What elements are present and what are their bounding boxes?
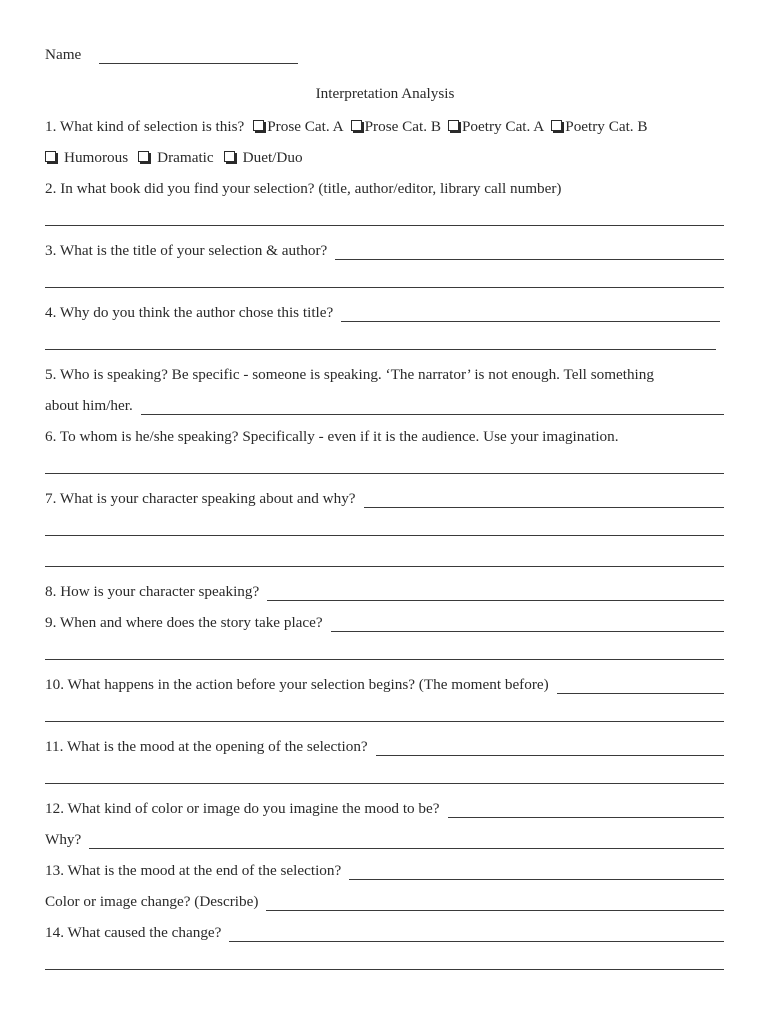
question-7-text: 7. What is your character speaking about and why? — [45, 490, 356, 507]
question-1-text: 1. What kind of selection is this? — [45, 118, 245, 135]
question-8 — [45, 579, 724, 601]
option-poetry-cat-b[interactable]: Poetry Cat. B — [551, 118, 647, 136]
question-9-text: 9. When and where does the story take place? — [45, 614, 323, 631]
option-poetry-cat-a[interactable]: Poetry Cat. A — [448, 118, 544, 136]
option-humorous[interactable]: Humorous — [45, 149, 128, 167]
checkbox-icon[interactable] — [45, 151, 56, 162]
question-13 — [45, 858, 724, 880]
answer-field[interactable] — [89, 833, 724, 849]
answer-field[interactable] — [335, 244, 724, 260]
answer-line[interactable] — [45, 349, 716, 350]
answer-field[interactable] — [267, 585, 724, 601]
answer-field[interactable] — [341, 306, 720, 322]
answer-field[interactable] — [557, 678, 724, 694]
option-prose-cat-a[interactable]: Prose Cat. A — [253, 118, 343, 136]
answer-line[interactable] — [45, 225, 724, 226]
question-14-text: 14. What caused the change? — [45, 924, 222, 941]
answer-field[interactable] — [376, 740, 724, 756]
checkbox-icon[interactable] — [253, 120, 264, 131]
question-5-cont — [45, 393, 724, 415]
question-6 — [45, 424, 724, 446]
question-11 — [45, 734, 724, 756]
option-dramatic[interactable]: Dramatic — [138, 149, 214, 167]
name-field[interactable] — [99, 48, 298, 64]
question-14 — [45, 920, 724, 942]
checkbox-icon[interactable] — [224, 151, 235, 162]
question-13-color — [45, 889, 724, 911]
question-3-text: 3. What is the title of your selection & author? — [45, 242, 328, 259]
question-6-text: 6. To whom is he/she speaking? Specifically - even if it is the audience. Use your imagination. — [45, 428, 619, 445]
question-12 — [45, 796, 724, 818]
question-7 — [45, 486, 724, 508]
question-5 — [45, 362, 724, 384]
color-change-label: Color or image change? (Describe) — [45, 893, 259, 910]
question-4-text: 4. Why do you think the author chose this title? — [45, 304, 334, 321]
question-1 — [45, 114, 724, 136]
option-prose-cat-b[interactable]: Prose Cat. B — [351, 118, 441, 136]
question-10-text: 10. What happens in the action before your selection begins? (The moment before) — [45, 676, 549, 693]
answer-line[interactable] — [45, 783, 724, 784]
answer-field[interactable] — [266, 895, 724, 911]
question-4 — [45, 300, 720, 322]
option-duet-duo[interactable]: Duet/Duo — [224, 149, 303, 167]
answer-line[interactable] — [45, 566, 724, 567]
answer-field[interactable] — [229, 926, 724, 942]
question-5-text-cont: about him/her. — [45, 397, 133, 414]
question-5-text: 5. Who is speaking? Be specific - someone is speaking. ‘The narrator’ is not enough. Tell something — [45, 366, 654, 383]
question-13-text: 13. What is the mood at the end of the selection? — [45, 862, 342, 879]
checkbox-icon[interactable] — [138, 151, 149, 162]
question-11-text: 11. What is the mood at the opening of the selection? — [45, 738, 368, 755]
name-label: Name — [45, 46, 82, 63]
question-12-why — [45, 827, 724, 849]
checkbox-icon[interactable] — [448, 120, 459, 131]
answer-line[interactable] — [45, 659, 724, 660]
answer-field[interactable] — [448, 802, 724, 818]
page-title: Interpretation Analysis — [315, 85, 455, 102]
why-label: Why? — [45, 831, 82, 848]
question-3 — [45, 238, 724, 260]
question-1-row2 — [45, 145, 724, 167]
question-9 — [45, 610, 724, 632]
answer-field[interactable] — [364, 492, 724, 508]
answer-line[interactable] — [45, 473, 724, 474]
question-2 — [45, 176, 724, 198]
question-12-text: 12. What kind of color or image do you imagine the mood to be? — [45, 800, 440, 817]
answer-line[interactable] — [45, 535, 724, 536]
checkbox-icon[interactable] — [551, 120, 562, 131]
answer-line[interactable] — [45, 721, 724, 722]
checkbox-icon[interactable] — [351, 120, 362, 131]
answer-line[interactable] — [45, 969, 724, 970]
answer-field[interactable] — [331, 616, 724, 632]
question-8-text: 8. How is your character speaking? — [45, 583, 260, 600]
answer-line[interactable] — [45, 287, 724, 288]
question-10 — [45, 672, 724, 694]
answer-field[interactable] — [141, 399, 724, 415]
question-2-text: 2. In what book did you find your selection? (title, author/editor, library call number) — [45, 180, 562, 197]
name-row — [45, 42, 298, 64]
answer-field[interactable] — [349, 864, 724, 880]
